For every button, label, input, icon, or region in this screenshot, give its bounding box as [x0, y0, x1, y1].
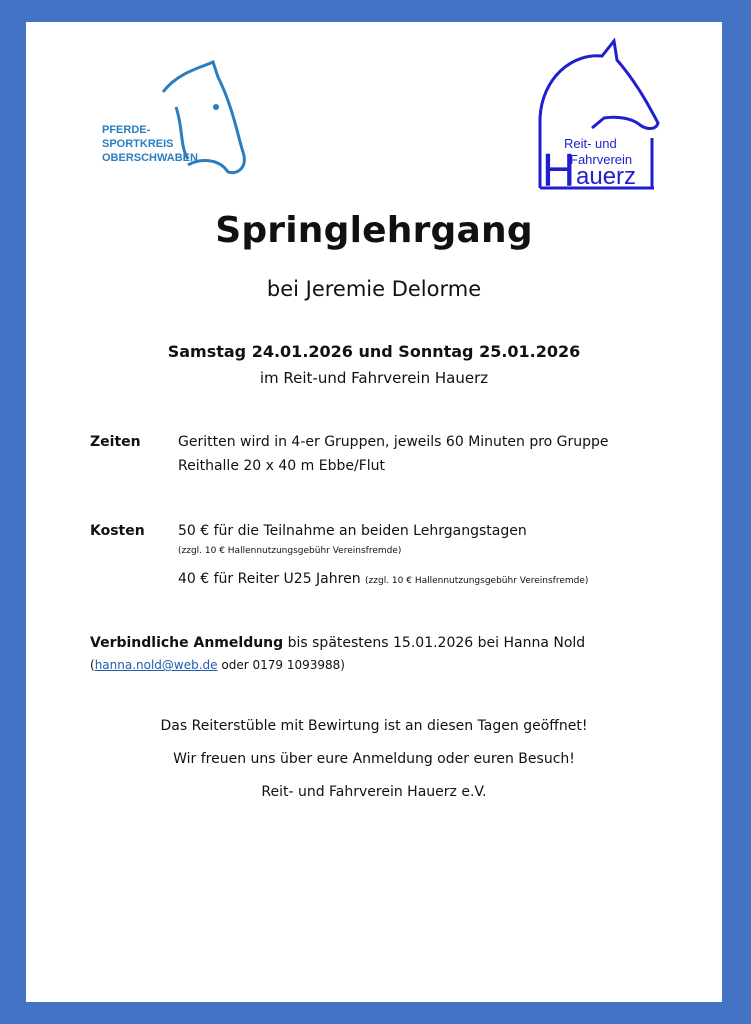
event-dates: Samstag 24.01.2026 und Sonntag 25.01.2026: [167, 342, 581, 361]
contact-phone: oder 0179 1093988): [217, 658, 345, 672]
subtitle: bei Jeremie Delorme: [266, 277, 482, 301]
zeiten-label: Zeiten: [90, 434, 141, 450]
page-title: Springlehrgang: [215, 210, 533, 251]
closing-line-3: Reit- und Fahrverein Hauerz e.V.: [261, 784, 487, 800]
registration-rest: bis spätestens 15.01.2026 bei Hanna Nold: [283, 635, 586, 651]
contact-paren: (: [90, 658, 95, 672]
hauerz-logo: [532, 38, 662, 192]
logo-right-letter: H: [542, 144, 576, 192]
kosten-label: Kosten: [90, 523, 145, 539]
closing-line-1: Das Reiterstüble mit Bewirtung ist an diesen Tagen geöffnet!: [160, 718, 588, 734]
logo-right-line3: auerz: [576, 163, 637, 190]
kosten-line2-note: (zzgl. 10 € Hallennutzungsgebühr Vereinsfremde): [365, 576, 589, 586]
event-venue: im Reit-und Fahrverein Hauerz: [259, 369, 489, 387]
kosten-line1: 50 € für die Teilnahme an beiden Lehrgangstagen: [178, 523, 527, 539]
pferdesportkreis-logo: [88, 47, 248, 192]
logo-left-line2: SPORTKREIS: [102, 138, 174, 150]
kosten-line1-note: (zzgl. 10 € Hallennutzungsgebühr Vereinsfremde): [178, 546, 402, 556]
closing-line-2: Wir freuen uns über eure Anmeldung oder euren Besuch!: [173, 751, 575, 767]
zeiten-line2: Reithalle 20 x 40 m Ebbe/Flut: [178, 458, 385, 474]
kosten-line2-text: 40 € für Reiter U25 Jahren: [178, 571, 361, 587]
logo-left-line3: OBERSCHWABEN: [102, 152, 198, 164]
zeiten-line1: Geritten wird in 4-er Gruppen, jeweils 60 Minuten pro Gruppe: [178, 434, 609, 450]
kosten-line2: [178, 571, 588, 587]
logo-left-line1: PFERDE-: [102, 124, 151, 136]
registration-line: [90, 635, 585, 651]
registration-bold: Verbindliche Anmeldung: [90, 635, 284, 651]
logo-right-line1: Reit- und: [564, 136, 617, 151]
registration-contact: [90, 658, 345, 672]
email-link[interactable]: hanna.nold@web.de: [94, 658, 218, 672]
flyer-page: [26, 22, 722, 1002]
logo-right-line2: Fahrverein: [570, 152, 633, 167]
